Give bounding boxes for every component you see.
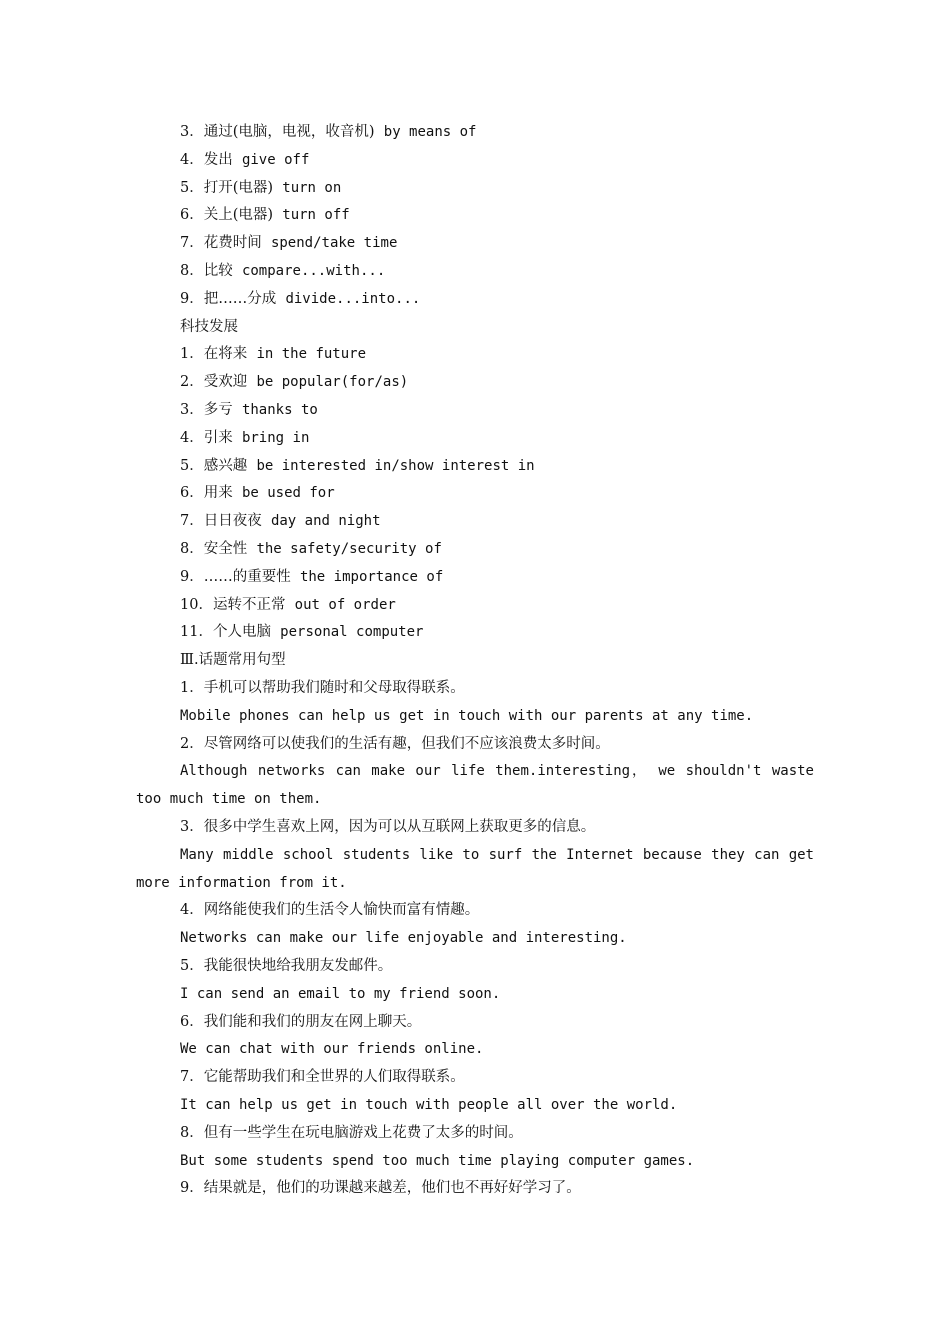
sentence-chinese-text: 2．尽管网络可以使我们的生活有趣，但我们不应该浪费太多时间。 — [180, 735, 610, 752]
sentence-english-text: We can chat with our friends online. — [180, 1041, 484, 1058]
sentence-chinese-text: 4．网络能使我们的生活令人愉快而富有情趣。 — [180, 902, 480, 919]
sentence-chinese — [180, 1067, 465, 1087]
phrase-chinese: 3．多亏 — [180, 402, 233, 418]
sentence-english — [180, 928, 627, 948]
phrase-chinese: 4．引来 — [180, 429, 233, 446]
sentence-chinese — [180, 678, 465, 698]
sentence-english-text: Networks can make our life enjoyable and interesting. — [180, 930, 627, 947]
sentence-english-text: Many middle school students like to surf the Internet because they can get — [180, 846, 814, 863]
phrase-item — [180, 622, 423, 642]
phrase-item — [180, 400, 318, 420]
sentence-chinese-text: 3．很多中学生喜欢上网，因为可以从互联网上获取更多的信息。 — [180, 819, 596, 835]
phrase-item — [180, 344, 366, 364]
sentence-english-text: more information from it. — [136, 874, 347, 891]
phrase-item — [180, 122, 476, 142]
phrase-item — [180, 539, 442, 559]
phrase-item — [180, 511, 381, 531]
sentence-english — [180, 706, 753, 726]
phrase-item — [180, 289, 420, 309]
phrase-english: divide...into... — [285, 290, 421, 307]
phrase-chinese: 7．日日夜夜 — [180, 513, 262, 530]
sentence-english — [180, 845, 814, 865]
sentence-english-text: But some students spend too much time playing computer games. — [180, 1152, 695, 1169]
sentence-english-text: I can send an email to my friend soon. — [180, 985, 501, 1002]
sentence-chinese-text: 5．我能很快地给我朋友发邮件。 — [180, 958, 393, 974]
phrase-chinese: 5．感兴趣 — [180, 457, 248, 474]
phrase-chinese: 7．花费时间 — [180, 235, 262, 252]
sentence-english-cont — [136, 873, 347, 893]
sentence-english-cont — [136, 789, 321, 809]
sentence-english-text: It can help us get in touch with people all over the world. — [180, 1097, 678, 1113]
phrase-item — [180, 233, 397, 253]
phrase-english: the safety/security of — [256, 541, 442, 557]
section-title-sentences: Ⅲ.话题常用句型 — [180, 652, 286, 669]
sentence-chinese — [180, 900, 479, 920]
section-heading — [180, 317, 238, 337]
phrase-item — [180, 261, 385, 281]
phrase-item — [180, 483, 335, 503]
phrase-item — [180, 372, 408, 392]
sentence-english — [180, 1095, 677, 1115]
phrase-english: thanks to — [241, 402, 318, 418]
sentence-english-text: Mobile phones can help us get in touch with our parents at any time. — [180, 707, 754, 724]
section-title-tech: 科技发展 — [180, 318, 238, 335]
phrase-chinese: 9．……的重要性 — [180, 568, 291, 585]
sentence-chinese-text: 1．手机可以帮助我们随时和父母取得联系。 — [180, 680, 465, 696]
sentence-chinese — [180, 1123, 523, 1143]
sentence-english — [180, 984, 500, 1004]
phrase-chinese: 2．受欢迎 — [180, 374, 248, 391]
phrase-english: be interested in/show interest in — [256, 457, 535, 474]
sentence-chinese — [180, 734, 610, 754]
phrase-english: spend/take time — [270, 235, 398, 252]
phrase-chinese: 9．把……分成 — [180, 290, 277, 307]
phrase-chinese: 4．发出 — [180, 151, 233, 168]
phrase-english: give off — [241, 151, 310, 168]
phrase-chinese: 10．运转不正常 — [180, 596, 286, 613]
phrase-item — [180, 456, 535, 476]
phrase-chinese: 8．安全性 — [180, 541, 248, 557]
phrase-chinese: 6．用来 — [180, 485, 233, 502]
sentence-chinese — [180, 1012, 421, 1032]
sentence-chinese — [180, 817, 595, 837]
sentence-english — [180, 761, 814, 781]
phrase-english: in the future — [256, 346, 367, 363]
phrase-english: day and night — [270, 513, 381, 530]
section-heading — [180, 650, 286, 670]
sentence-english — [180, 1039, 483, 1059]
phrase-english: out of order — [294, 596, 396, 613]
phrase-chinese: 5．打开(电器) — [180, 179, 274, 196]
phrase-english: by means of — [383, 124, 477, 140]
sentence-chinese-text: 7．它能帮助我们和全世界的人们取得联系。 — [180, 1069, 465, 1086]
phrase-english: turn on — [282, 179, 342, 196]
sentence-chinese-text: 6．我们能和我们的朋友在网上聊天。 — [180, 1013, 422, 1030]
phrase-english: turn off — [282, 207, 350, 224]
phrase-english: personal computer — [280, 624, 424, 641]
phrase-chinese: 3．通过(电脑，电视，收音机) — [180, 124, 375, 140]
phrase-english: be used for — [241, 485, 335, 502]
sentence-chinese-text: 8．但有一些学生在玩电脑游戏上花费了太多的时间。 — [180, 1124, 523, 1141]
phrase-english: bring in — [241, 429, 310, 446]
sentence-chinese — [180, 1178, 581, 1198]
phrase-item — [180, 178, 341, 198]
phrase-chinese: 1．在将来 — [180, 346, 248, 363]
phrase-chinese: 6．关上(电器) — [180, 207, 274, 224]
phrase-english: compare...with... — [241, 263, 386, 279]
phrase-english: be popular(for/as) — [256, 374, 409, 391]
phrase-item — [180, 428, 309, 448]
phrase-item — [180, 595, 396, 615]
sentence-english-text: too much time on them. — [136, 791, 322, 808]
sentence-chinese — [180, 956, 392, 976]
sentence-chinese-text: 9．结果就是，他们的功课越来越差，他们也不再好好学习了。 — [180, 1180, 581, 1197]
phrase-chinese: 8．比较 — [180, 263, 233, 279]
phrase-english: the importance of — [299, 568, 444, 585]
phrase-item — [180, 205, 350, 225]
phrase-item — [180, 150, 309, 170]
sentence-english-text: Although networks can make our life them.interesting， we shouldn't waste — [180, 763, 814, 780]
phrase-item — [180, 567, 443, 587]
sentence-english — [180, 1151, 694, 1171]
phrase-chinese: 11．个人电脑 — [180, 624, 271, 641]
